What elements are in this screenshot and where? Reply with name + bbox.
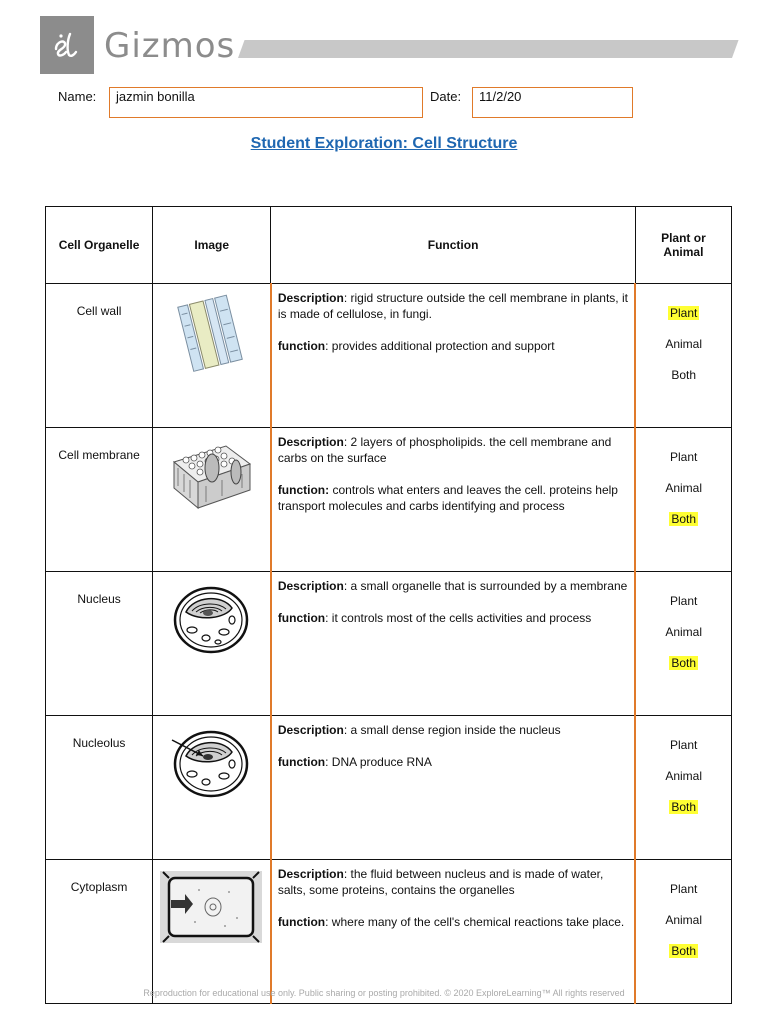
function-cell — [271, 716, 636, 860]
option-plant[interactable] — [636, 448, 731, 479]
option-animal[interactable] — [636, 767, 731, 798]
option-animal[interactable] — [636, 479, 731, 510]
plant-animal-options — [635, 572, 731, 716]
function-text — [278, 914, 629, 930]
description-body: : the fluid between nucleus and is made of water, salts, some proteins, contains the organelles — [277, 867, 604, 897]
option-both[interactable] — [636, 654, 731, 685]
nucleus-icon — [170, 582, 252, 658]
function-text — [278, 338, 629, 354]
function-body: : provides additional protection and support — [325, 339, 555, 353]
option-label: Plant — [669, 882, 698, 896]
option-label: Both — [671, 800, 697, 814]
description-body: : rigid structure outside the cell membrane in plants, it is made of cellulose, in fungi. — [277, 291, 628, 321]
plant-animal-options — [635, 716, 731, 860]
function-text — [278, 754, 629, 770]
option-both[interactable] — [636, 798, 731, 829]
table-row — [46, 716, 732, 860]
organelle-image — [153, 572, 271, 716]
name-label: Name: — [58, 89, 97, 104]
description-label: Description — [277, 723, 344, 737]
cell-wall-icon — [171, 294, 251, 372]
page-title: Student Exploration: Cell Structure — [250, 135, 518, 152]
function-cell — [271, 572, 636, 716]
option-label: Both — [671, 512, 697, 526]
description-text — [278, 866, 629, 898]
organelle-image — [153, 716, 271, 860]
cytoplasm-icon — [159, 870, 263, 944]
option-animal[interactable] — [636, 335, 731, 366]
option-label: Both — [671, 944, 697, 958]
plant-animal-options — [635, 860, 731, 1004]
description-body: : a small organelle that is surrounded by a membrane — [343, 579, 628, 593]
function-body: : where many of the cell's chemical reactions take place. — [325, 915, 625, 929]
organelle-name: Cell membrane — [46, 428, 153, 572]
column-header: Function — [271, 207, 636, 284]
organelle-name: Nucleolus — [46, 716, 153, 860]
option-label: Both — [671, 368, 697, 382]
option-both[interactable] — [636, 942, 731, 973]
function-label: function — [277, 339, 326, 353]
option-label: Plant — [669, 306, 698, 320]
table-row — [46, 860, 732, 1004]
function-label: function — [277, 755, 326, 769]
organelle-name: Cytoplasm — [46, 860, 153, 1004]
organelle-name: Nucleus — [46, 572, 153, 716]
column-header: Cell Organelle — [46, 207, 153, 284]
header-decorative-bar — [238, 40, 739, 58]
function-text — [278, 610, 629, 626]
description-body: : a small dense region inside the nucleus — [343, 723, 561, 737]
organelle-name: Cell wall — [46, 284, 153, 428]
function-cell — [271, 860, 636, 1004]
description-label: Description — [277, 867, 344, 881]
option-label: Plant — [669, 594, 698, 608]
cell-membrane-icon — [166, 438, 256, 518]
el-logo-icon — [47, 25, 87, 65]
option-label: Animal — [665, 481, 703, 495]
nucleolus-icon — [170, 726, 252, 802]
option-label: Animal — [665, 337, 703, 351]
option-both[interactable] — [636, 366, 731, 397]
name-field[interactable]: jazmin bonilla — [109, 87, 423, 118]
function-label: function — [277, 915, 326, 929]
option-animal[interactable] — [636, 911, 731, 942]
column-header — [635, 207, 731, 284]
plant-animal-options — [635, 284, 731, 428]
organelle-image — [153, 284, 271, 428]
table-row — [46, 284, 732, 428]
function-label: function — [277, 611, 326, 625]
option-label: Animal — [665, 769, 703, 783]
option-label: Animal — [665, 625, 703, 639]
option-both[interactable] — [636, 510, 731, 541]
column-header-text: Plant or Animal — [661, 231, 706, 259]
header — [0, 0, 768, 80]
description-label: Description — [277, 435, 344, 449]
date-label: Date: — [430, 89, 462, 104]
option-label: Plant — [669, 738, 698, 752]
function-cell — [271, 284, 636, 428]
column-header: Image — [153, 207, 271, 284]
organelle-image — [153, 428, 271, 572]
function-label: function: — [277, 483, 330, 497]
plant-animal-options — [635, 428, 731, 572]
option-label: Animal — [665, 913, 703, 927]
option-label: Both — [671, 656, 697, 670]
function-body: controls what enters and leaves the cell. proteins help transport molecules and carbs identifying and process — [277, 483, 618, 513]
option-plant[interactable] — [636, 880, 731, 911]
organelle-image — [153, 860, 271, 1004]
footer-copyright: Reproduction for educational use only. Public sharing or posting prohibited. © 2020 ExploreLearning™ All rights reserved — [143, 988, 625, 998]
function-cell — [271, 428, 636, 572]
date-field[interactable]: 11/2/20 — [472, 87, 633, 118]
description-text — [278, 722, 629, 738]
explorelearning-logo — [40, 16, 94, 74]
description-text — [278, 578, 629, 594]
option-plant[interactable] — [636, 736, 731, 767]
table-row — [46, 428, 732, 572]
description-text — [278, 290, 629, 322]
description-text — [278, 434, 629, 466]
function-body: : DNA produce RNA — [325, 755, 432, 769]
brand-name: Gizmos — [104, 26, 236, 66]
description-body: : 2 layers of phospholipids. the cell membrane and carbs on the surface — [277, 435, 612, 465]
option-plant[interactable] — [636, 304, 731, 335]
function-text — [278, 482, 629, 514]
description-label: Description — [277, 291, 344, 305]
function-body: : it controls most of the cells activities and process — [325, 611, 592, 625]
option-plant[interactable] — [636, 592, 731, 623]
organelle-table — [45, 206, 732, 1004]
option-animal[interactable] — [636, 623, 731, 654]
description-label: Description — [277, 579, 344, 593]
option-label: Plant — [669, 450, 698, 464]
table-row — [46, 572, 732, 716]
table-header-row — [46, 207, 732, 284]
